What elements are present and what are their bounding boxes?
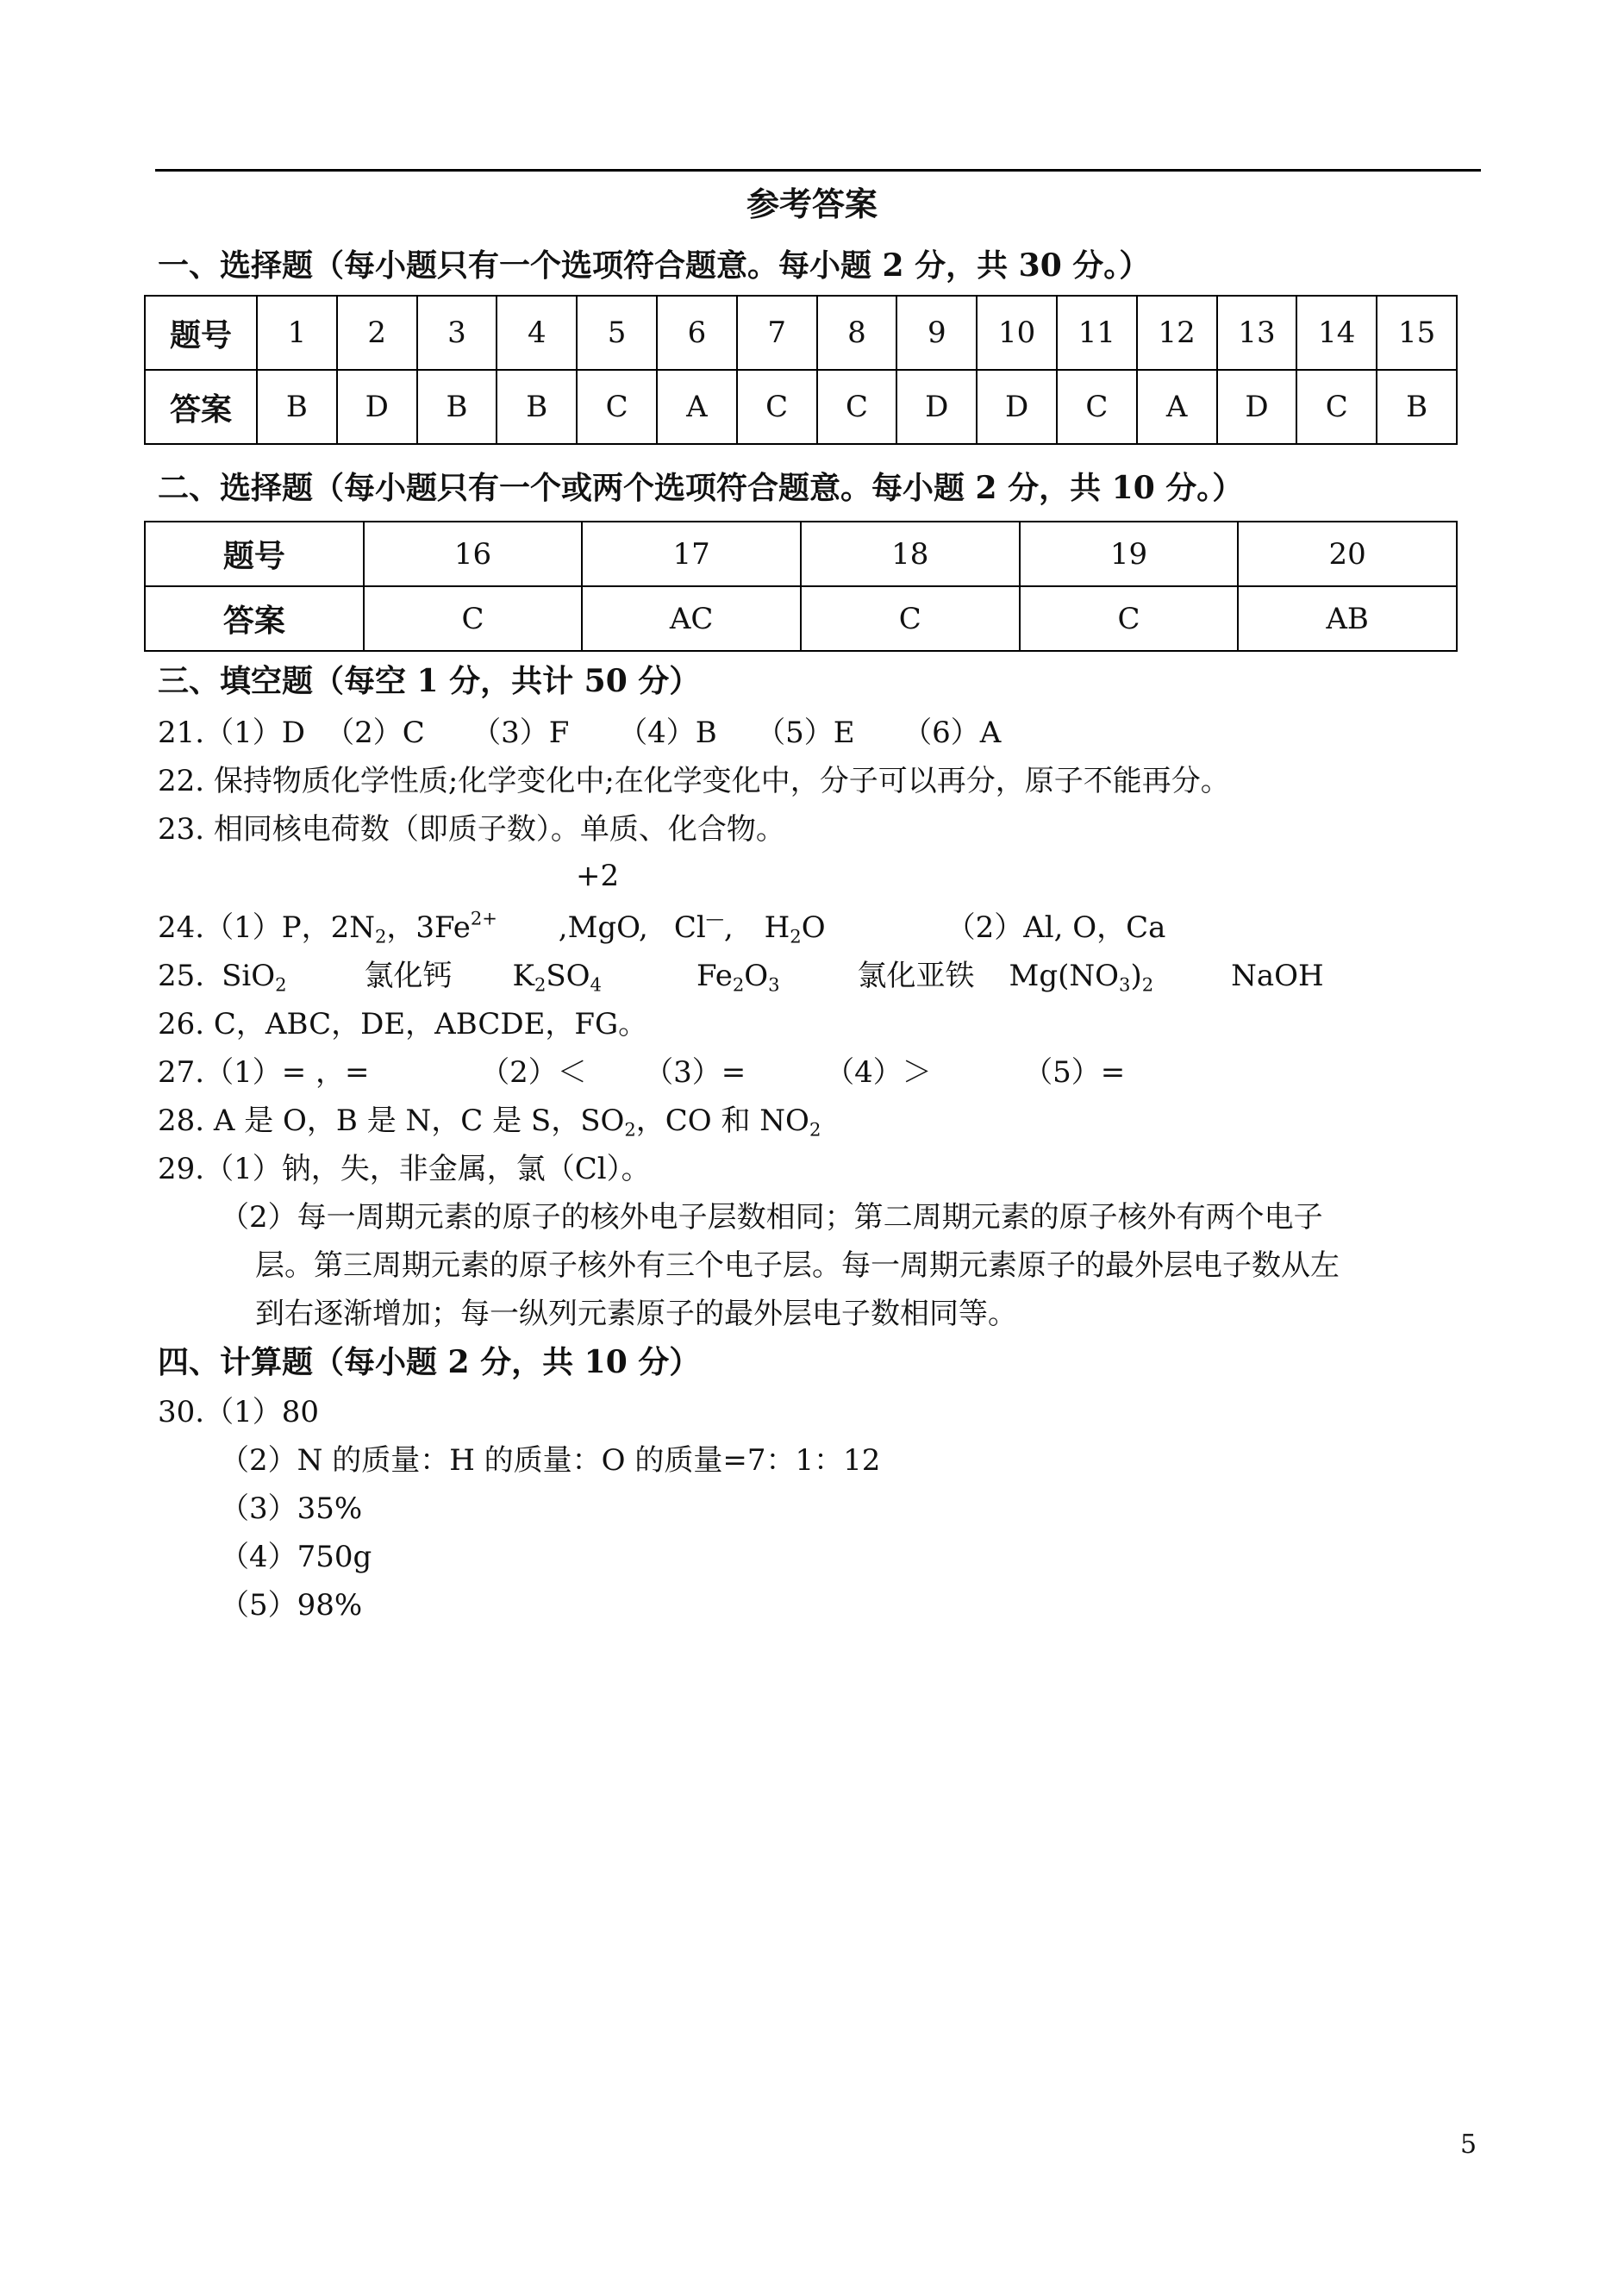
q27-part-3: （3）= [644, 1055, 746, 1090]
q25-fecl2: 氯化亚铁 [857, 959, 975, 993]
q21-part-2: （2）C [325, 716, 425, 750]
answer-cell: A [657, 370, 737, 444]
answer-cell: AC [582, 586, 801, 651]
q27-part-1: （1）= ，= [204, 1055, 370, 1090]
q21-part-1: （1）D [204, 716, 305, 750]
q21-number: 21. [158, 716, 205, 750]
answer-30-line-5: （5）98% [220, 1588, 363, 1623]
row-label-answer: 答案 [145, 370, 257, 444]
question-number-cell: 9 [896, 296, 977, 370]
question-number-cell: 1 [257, 296, 337, 370]
answer-22: 22. 保持物质化学性质;化学变化中;在化学变化中，分子可以再分，原子不能再分。 [158, 764, 1230, 798]
section2-answer-table [144, 521, 1458, 652]
q21-part-4: （4）B [618, 716, 717, 750]
question-number-cell: 13 [1217, 296, 1297, 370]
table-row-numbers [145, 522, 1457, 586]
q25-mgno3: Mg(NO [1009, 959, 1120, 993]
q25-mgno3-paren: ) [1130, 959, 1142, 993]
q24-mgo: ,MgO, [548, 910, 648, 945]
q25-fe2o3-fe: Fe [696, 959, 733, 993]
q24-fe: ，3Fe [386, 910, 471, 945]
q25-cacl2: 氯化钙 [364, 959, 453, 993]
question-number-cell: 11 [1057, 296, 1137, 370]
q24-cl-sup: — [705, 907, 724, 929]
answer-cell: C [801, 586, 1020, 651]
answer-cell: B [497, 370, 577, 444]
question-number-cell: 20 [1238, 522, 1457, 586]
q24-h2o-h: H [764, 910, 790, 945]
answer-29-line-2: （2）每一周期元素的原子的核外电子层数相同；第二周期元素的原子核外有两个电子 [220, 1200, 1323, 1235]
question-number-cell: 2 [337, 296, 417, 370]
answer-cell: B [1377, 370, 1457, 444]
q24-lead: 24.（1）P，2N [158, 910, 375, 945]
question-number-cell: 10 [977, 296, 1057, 370]
q24-fe-sup: 2+ [470, 907, 497, 929]
q25-k2so4-k: K [512, 959, 534, 993]
q25-k2so4-so: SO [546, 959, 590, 993]
question-number-cell: 8 [817, 296, 897, 370]
q24-h2o-o: O [801, 910, 826, 945]
question-number-cell: 6 [657, 296, 737, 370]
q28-mid: ，CO 和 NO [635, 1104, 809, 1138]
answer-29-line-3: 层。第三周期元素的原子核外有三个电子层。每一周期元素原子的最外层电子数从左 [255, 1248, 1340, 1283]
q25-fe2o3-sub1: 2 [732, 973, 745, 996]
answer-cell: AB [1238, 586, 1457, 651]
question-number-cell: 17 [582, 522, 801, 586]
answer-24 [158, 904, 1165, 947]
question-number-cell: 14 [1296, 296, 1377, 370]
answer-cell: C [364, 586, 583, 651]
table-row-answers [145, 370, 1457, 444]
q25-mgno3-sub2: 2 [1141, 973, 1154, 996]
answer-23: 23. 相同核电荷数（即质子数）。单质、化合物。 [158, 812, 785, 847]
question-number-cell: 15 [1377, 296, 1457, 370]
answer-cell: C [1020, 586, 1239, 651]
answer-cell: B [417, 370, 497, 444]
answer-21 [158, 709, 1001, 751]
q21-part-3: （3）F [472, 716, 570, 750]
q25-k2so4-sub1: 2 [534, 973, 547, 996]
section2-heading: 二、选择题（每小题只有一个或两个选项符合题意。每小题 2 分，共 10 分。） [158, 470, 1244, 506]
answer-cell: C [817, 370, 897, 444]
answer-cell: A [1137, 370, 1217, 444]
question-number-cell: 12 [1137, 296, 1217, 370]
q25-naoh: NaOH [1231, 959, 1324, 993]
q25-sio2-sub: 2 [275, 973, 287, 996]
section3-heading: 三、填空题（每空 1 分，共计 50 分） [158, 663, 701, 699]
answer-cell: D [1217, 370, 1297, 444]
row-label-number: 题号 [145, 296, 257, 370]
section1-answer-table [144, 295, 1458, 445]
answer-27 [158, 1048, 1125, 1091]
answer-30-line-2: （2）N 的质量：H 的质量：O 的质量=7：1：12 [220, 1443, 881, 1478]
answer-cell: C [1296, 370, 1377, 444]
question-number-cell: 19 [1020, 522, 1239, 586]
answer-cell: C [577, 370, 657, 444]
q25-fe2o3-sub2: 3 [768, 973, 780, 996]
page-title: 参考答案 [746, 184, 878, 223]
q27-number: 27. [158, 1055, 205, 1090]
answer-26: 26. C，ABC，DE，ABCDE，FG。 [158, 1007, 648, 1041]
section1-heading: 一、选择题（每小题只有一个选项符合题意。每小题 2 分，共 30 分。） [158, 247, 1151, 284]
q25-sio2: SiO [222, 959, 276, 993]
question-number-cell: 5 [577, 296, 657, 370]
question-number-cell: 4 [497, 296, 577, 370]
q25-k2so4-sub2: 4 [590, 973, 602, 996]
q24-cl-comma: , [723, 910, 734, 945]
q24-cl: Cl [673, 910, 706, 945]
q24-n2-sub: 2 [374, 925, 387, 947]
q21-part-5: （5）E [756, 716, 855, 750]
q28-so2-sub: 2 [624, 1118, 636, 1141]
q27-part-5: （5）= [1023, 1055, 1126, 1090]
answer-cell: B [257, 370, 337, 444]
table-row-answers [145, 586, 1457, 651]
q25-number: 25. [158, 959, 205, 993]
top-rule [155, 169, 1481, 172]
answer-cell: D [977, 370, 1057, 444]
table-row-numbers [145, 296, 1457, 370]
q27-part-2: （2）＜ [480, 1055, 587, 1090]
answer-29-line-4: 到右逐渐增加；每一纵列元素原子的最外层电子数相同等。 [255, 1297, 1017, 1331]
question-number-cell: 3 [417, 296, 497, 370]
question-number-cell: 7 [737, 296, 817, 370]
answer-cell: D [337, 370, 417, 444]
q21-part-6: （6）A [903, 716, 1002, 750]
answer-cell: D [896, 370, 977, 444]
answer-cell: C [1057, 370, 1137, 444]
q28-no2-sub: 2 [809, 1118, 821, 1141]
q28-text: 28. A 是 O，B 是 N，C 是 S，SO [158, 1104, 625, 1138]
answer-cell: C [737, 370, 817, 444]
q25-fe2o3-o: O [744, 959, 769, 993]
answer-28 [158, 1097, 821, 1140]
question-number-cell: 16 [364, 522, 583, 586]
q24-h2o-sub: 2 [790, 925, 802, 947]
answer-25 [158, 952, 1324, 995]
answer-29-line-1: 29.（1）钠，失，非金属，氯（Cl）。 [158, 1152, 651, 1186]
section4-heading: 四、计算题（每小题 2 分，共 10 分） [158, 1344, 701, 1380]
valence-charge-label: +2 [576, 859, 620, 893]
q25-mgno3-sub3: 3 [1119, 973, 1131, 996]
question-number-cell: 18 [801, 522, 1020, 586]
page-number: 5 [1460, 2129, 1477, 2160]
answer-30-line-4: （4）750g [220, 1540, 372, 1574]
q27-part-4: （4）＞ [825, 1055, 932, 1090]
answer-30-line-3: （3）35% [220, 1491, 363, 1526]
answer-30-line-1: 30.（1）80 [158, 1395, 319, 1429]
row-label-answer: 答案 [145, 586, 364, 651]
q24-part2: （2）Al, O，Ca [946, 910, 1166, 945]
row-label-number: 题号 [145, 522, 364, 586]
